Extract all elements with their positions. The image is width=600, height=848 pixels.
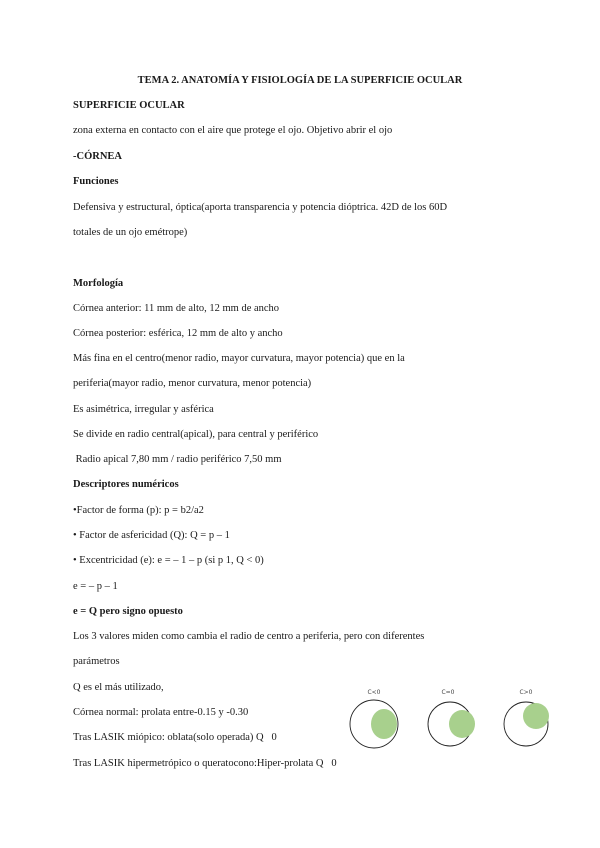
- final-line: Tras LASIK hipermetrópico o queratocono:Hiper-prolata Q 0: [73, 758, 337, 769]
- page-title: TEMA 2. ANATOMÍA Y FISIOLOGÍA DE LA SUPERFICIE OCULAR: [137, 75, 463, 86]
- morfologia-heading: Morfología: [73, 278, 124, 289]
- final-line: Córnea normal: prolata entre-0.15 y -0.30: [73, 707, 249, 718]
- section-text: zona externa en contacto con el aire que protege el ojo. Objetivo abrir el ojo: [73, 125, 393, 136]
- final-line: Tras LASIK miópico: oblata(solo operada) Q 0: [73, 732, 277, 743]
- morfologia-line: Radio apical 7,80 mm / radio periférico 7,50 mm: [73, 454, 282, 465]
- morfologia-line: Córnea posterior: esférica, 12 mm de alto y ancho: [73, 328, 283, 339]
- e-q-heading: e = Q pero signo opuesto: [73, 606, 183, 617]
- spherical-shape: [428, 702, 475, 746]
- final-line: Los 3 valores miden como cambia el radio de centro a periferia, pero con diferentes: [73, 631, 425, 642]
- section-heading: SUPERFICIE OCULAR: [73, 100, 185, 111]
- diagram-label: C>0: [519, 689, 533, 696]
- morfologia-line: periferia(mayor radio, menor curvatura, menor potencia): [73, 378, 312, 389]
- morfologia-line: Más fina en el centro(menor radio, mayor curvatura, mayor potencia) que en la: [73, 353, 405, 364]
- descriptor-line: e = – p – 1: [73, 581, 118, 592]
- diagram-label: C<0: [367, 689, 381, 696]
- morfologia-line: Córnea anterior: 11 mm de alto, 12 mm de ancho: [73, 303, 280, 314]
- cornea-heading: -CÓRNEA: [73, 151, 122, 162]
- morfologia-line: Es asimétrica, irregular y asférica: [73, 404, 214, 415]
- descriptor-line: • Excentricidad (e): e = – 1 – p (si p 1, Q < 0): [73, 555, 264, 566]
- oblate-shape: [504, 702, 549, 746]
- funciones-heading: Funciones: [73, 176, 119, 187]
- final-line: Q es el más utilizado,: [73, 682, 164, 693]
- descriptor-line: • Factor de asfericidad (Q): Q = p – 1: [73, 530, 230, 541]
- prolate-shape: [350, 700, 398, 748]
- descriptores-heading: Descriptores numéricos: [73, 479, 179, 490]
- funciones-line: totales de un ojo emétrope): [73, 227, 188, 238]
- final-line: parámetros: [73, 656, 120, 667]
- cornea-shape-diagram: [340, 684, 570, 754]
- diagram-label: C=0: [441, 689, 455, 696]
- descriptor-line: •Factor de forma (p): p = b2/a2: [73, 505, 204, 516]
- morfologia-line: Se divide en radio central(apical), para central y periférico: [73, 429, 319, 440]
- funciones-line: Defensiva y estructural, óptica(aporta transparencia y potencia dióptrica. 42D de los 60D: [73, 202, 448, 213]
